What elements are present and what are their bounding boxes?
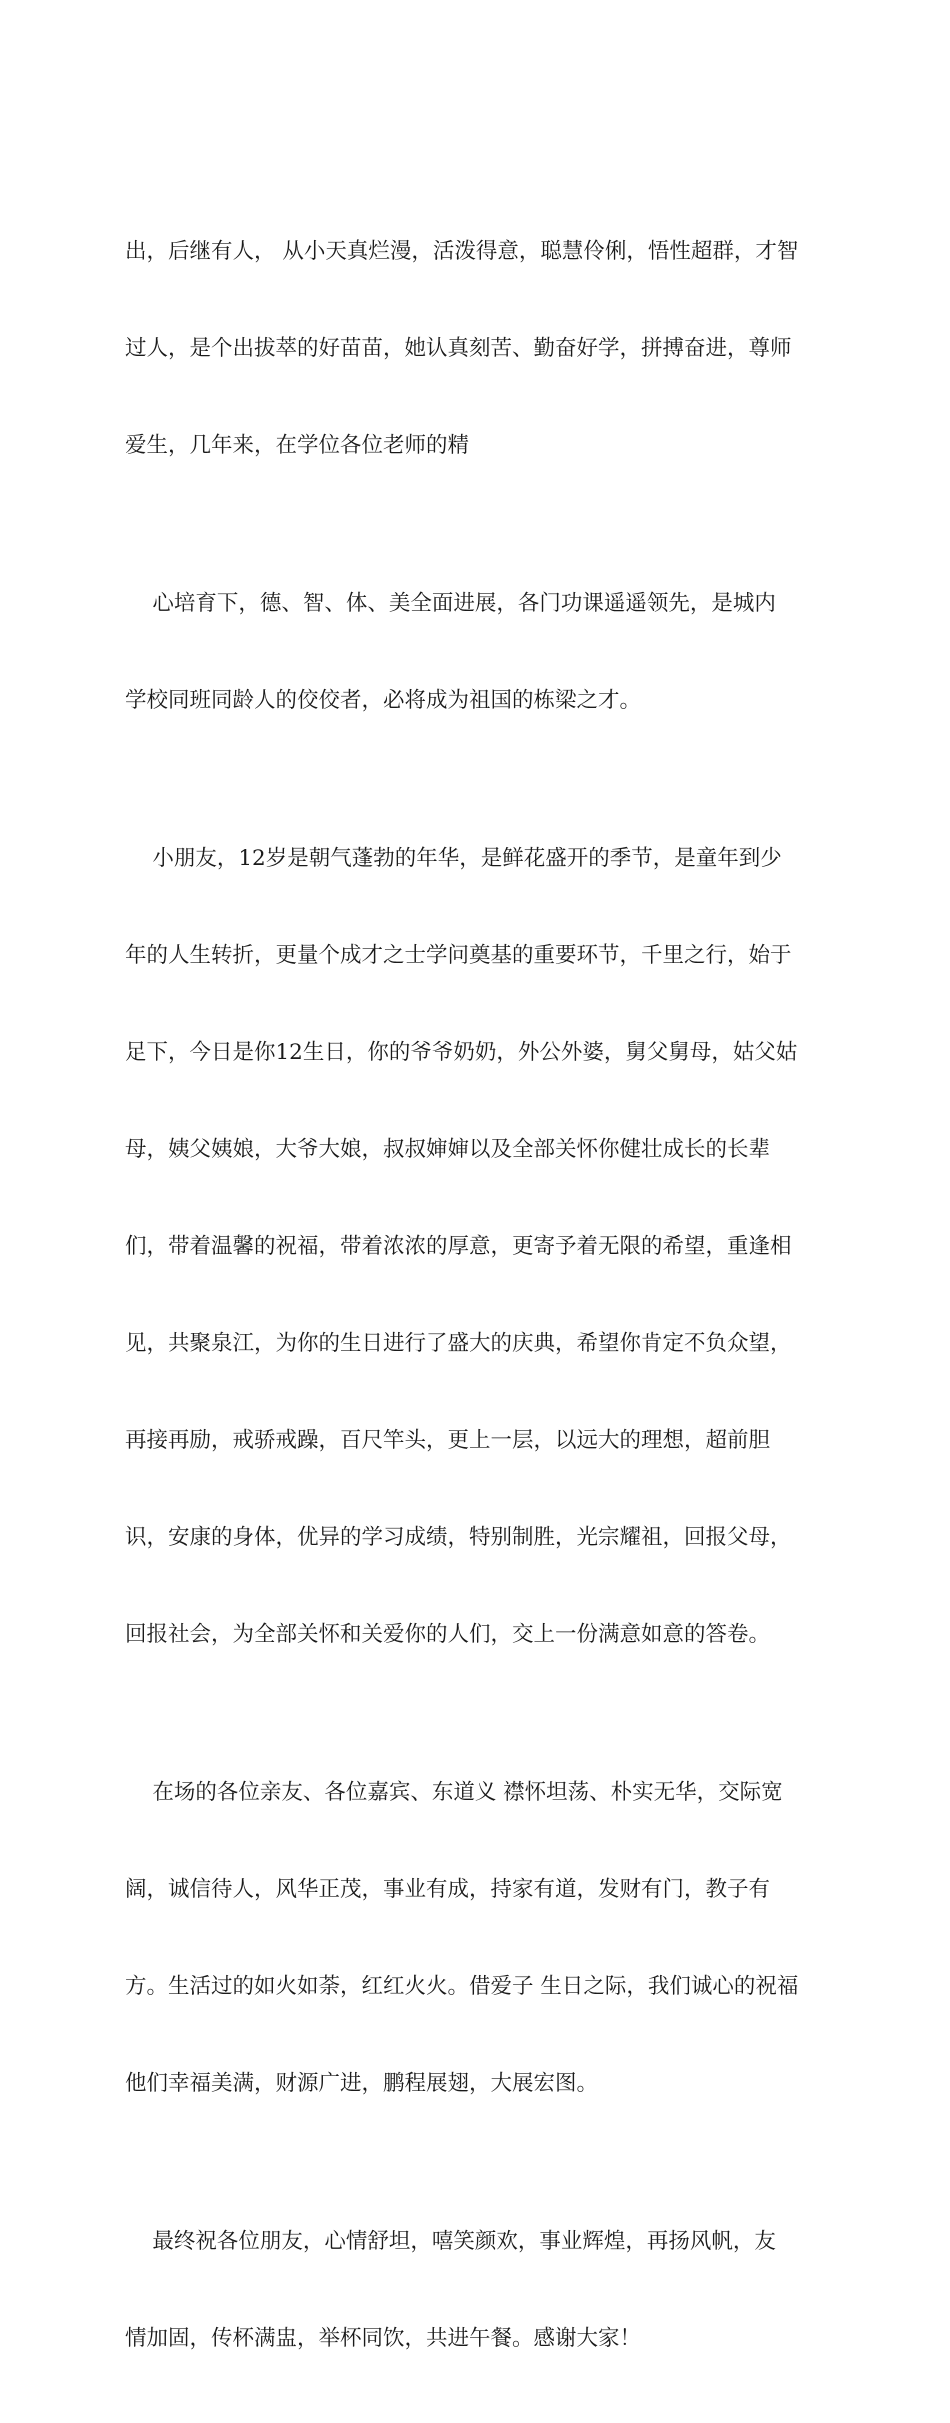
- text-line: 心培育下，德、智、体、美全面进展，各门功课遥遥领先，是城内: [125, 591, 776, 616]
- text-line: 母，姨父姨娘，大爷大娘，叔叔婶婶以及全部关怀你健壮成长的长辈: [125, 1137, 771, 1162]
- text-line: 情加固，传杯满盅，举杯同饮，共进午餐。感谢大家！: [125, 2326, 642, 2351]
- text-line: 识，安康的身体，优异的学习成绩，特别制胜，光宗耀祖，回报父母，: [125, 1525, 792, 1550]
- paragraph-1: [125, 178, 845, 519]
- text-line: 学校同班同龄人的佼佼者，必将成为祖国的栋梁之才。: [125, 688, 642, 713]
- text-line: 足下，今日是你12生日，你的爷爷奶奶，外公外婆，舅父舅母，姑父姑: [125, 1040, 798, 1065]
- paragraph-2: [125, 530, 845, 774]
- paragraph-4: [125, 1719, 845, 2157]
- text-line: 方。生活过的如火如荼，红红火火。借爱子 生日之际，我们诚心的祝福: [125, 1974, 799, 1999]
- text-line: 小朋友，12岁是朝气蓬勃的年华，是鲜花盛开的季节，是童年到少: [125, 846, 782, 871]
- text-line: 在场的各位亲友、各位嘉宾、东道义 襟怀坦荡、朴实无华，交际宽: [125, 1780, 783, 1805]
- text-line: 们，带着温馨的祝福，带着浓浓的厚意，更寄予着无限的希望，重逢相: [125, 1234, 792, 1259]
- text-line: 阔，诚信待人，风华正茂，事业有成，持家有道，发财有门，教子有: [125, 1877, 771, 1902]
- paragraph-3: [125, 785, 845, 1708]
- text-line: 年的人生转折，更量个成才之士学问奠基的重要环节，千里之行，始于: [125, 943, 792, 968]
- text-line: 他们幸福美满，财源广进，鹏程展翅，大展宏图。: [125, 2071, 599, 2096]
- text-line: 出，后继有人， 从小天真烂漫，活泼得意，聪慧伶俐，悟性超群，才智: [125, 239, 799, 264]
- text-line: 见，共聚泉江，为你的生日进行了盛大的庆典，希望你肯定不负众望，: [125, 1331, 792, 1356]
- paragraph-5: [125, 2168, 845, 2412]
- text-line: 再接再励，戒骄戒躁，百尺竿头，更上一层，以远大的理想，超前胆: [125, 1428, 771, 1453]
- document-body: [125, 178, 845, 2423]
- text-line: 爱生，几年来，在学位各位老师的精: [125, 433, 470, 458]
- text-line: 回报社会，为全部关怀和关爱你的人们，交上一份满意如意的答卷。: [125, 1622, 771, 1647]
- text-line: 最终祝各位朋友，心情舒坦，嘻笑颜欢，事业辉煌，再扬风帆，友: [125, 2229, 776, 2254]
- text-line: 过人，是个出拔萃的好苗苗，她认真刻苦、勤奋好学，拼搏奋进，尊师: [125, 336, 792, 361]
